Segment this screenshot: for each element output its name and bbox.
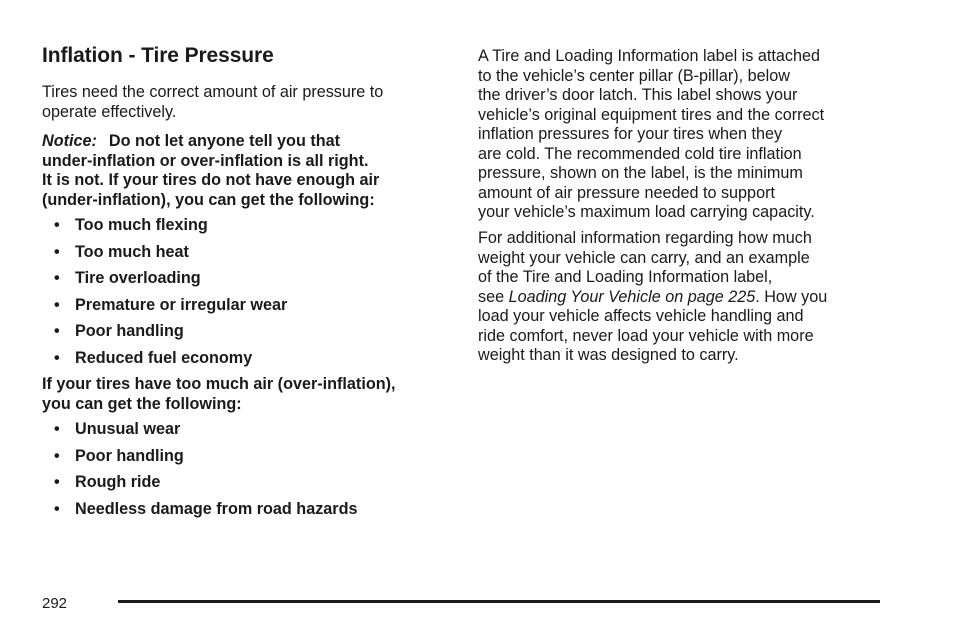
see-reference-line xyxy=(478,288,827,308)
bullet-icon: • xyxy=(54,216,60,234)
page-number: 292 xyxy=(42,595,68,612)
bullet-icon: • xyxy=(54,322,60,340)
list-item-label: Premature or irregular wear xyxy=(75,295,288,314)
paragraph-line: pressure, shown on the label, is the minimum xyxy=(478,164,803,182)
paragraph-line: vehicle’s original equipment tires and the correct xyxy=(478,105,825,124)
over-inflation-line: you can get the following: xyxy=(42,394,242,413)
bullet-icon: • xyxy=(54,446,60,465)
intro-line: operate effectively. xyxy=(42,102,177,121)
paragraph-line: amount of air pressure needed to support xyxy=(478,183,775,202)
see-prefix: see xyxy=(478,287,509,306)
paragraph-line: load your vehicle affects vehicle handling and xyxy=(478,307,804,325)
notice-line: under-inflation or over-inflation is all right. xyxy=(42,151,369,170)
list-item-label: Too much heat xyxy=(75,242,189,261)
notice-label: Notice: xyxy=(42,132,97,150)
bullet-icon: • xyxy=(54,473,60,491)
paragraph-line: your vehicle’s maximum load carrying capacity. xyxy=(478,203,815,221)
list-item-label: Rough ride xyxy=(75,473,161,491)
list-item-label: Unusual wear xyxy=(75,420,181,438)
section-title: Inflation - Tire Pressure xyxy=(42,44,274,67)
intro-paragraph xyxy=(42,83,383,122)
bullet-icon: • xyxy=(54,295,60,314)
bullet-icon: • xyxy=(54,420,60,438)
bullet-icon: • xyxy=(54,269,60,287)
bullet-icon: • xyxy=(54,242,60,261)
intro-line: Tires need the correct amount of air pressure to xyxy=(42,83,384,101)
additional-info-paragraph xyxy=(478,229,827,366)
list-item-label: Reduced fuel economy xyxy=(75,348,253,367)
paragraph-line: weight your vehicle can carry, and an example xyxy=(478,248,810,267)
notice-line: It is not. If your tires do not have enough air xyxy=(42,171,380,189)
list-item-label: Tire overloading xyxy=(75,269,201,287)
list-item-label: Poor handling xyxy=(75,446,184,465)
paragraph-line: For additional information regarding how much xyxy=(478,229,812,247)
over-inflation-line: If your tires have too much air (over-inflation), xyxy=(42,375,396,393)
paragraph-line: to the vehicle’s center pillar (B-pillar), below xyxy=(478,66,790,85)
notice-first-line xyxy=(42,132,379,152)
notice-paragraph xyxy=(42,132,379,210)
list-item-label: Poor handling xyxy=(75,322,184,340)
cross-reference-link[interactable]: Loading Your Vehicle on page 225 xyxy=(508,287,756,306)
paragraph-line: of the Tire and Loading Information label, xyxy=(478,268,773,286)
paragraph-line: inflation pressures for your tires when they xyxy=(478,125,783,143)
bullet-icon: • xyxy=(54,499,60,518)
label-location-paragraph xyxy=(478,47,824,223)
notice-line: Do not let anyone tell you that xyxy=(108,132,341,150)
paragraph-line: the driver’s door latch. This label shows your xyxy=(478,86,798,104)
paragraph-line: weight than it was designed to carry. xyxy=(478,346,739,364)
over-inflation-paragraph xyxy=(42,375,395,414)
notice-line: (under-inflation), you can get the following: xyxy=(42,190,375,209)
list-item-label: Too much flexing xyxy=(75,216,208,234)
see-suffix: . How you xyxy=(755,287,828,306)
paragraph-line: are cold. The recommended cold tire inflation xyxy=(478,144,802,163)
paragraph-line: A Tire and Loading Information label is attached xyxy=(478,47,820,65)
footer-rule xyxy=(118,600,880,603)
paragraph-line: ride comfort, never load your vehicle with more xyxy=(478,326,814,345)
bullet-icon: • xyxy=(54,348,60,367)
list-item-label: Needless damage from road hazards xyxy=(75,499,358,518)
